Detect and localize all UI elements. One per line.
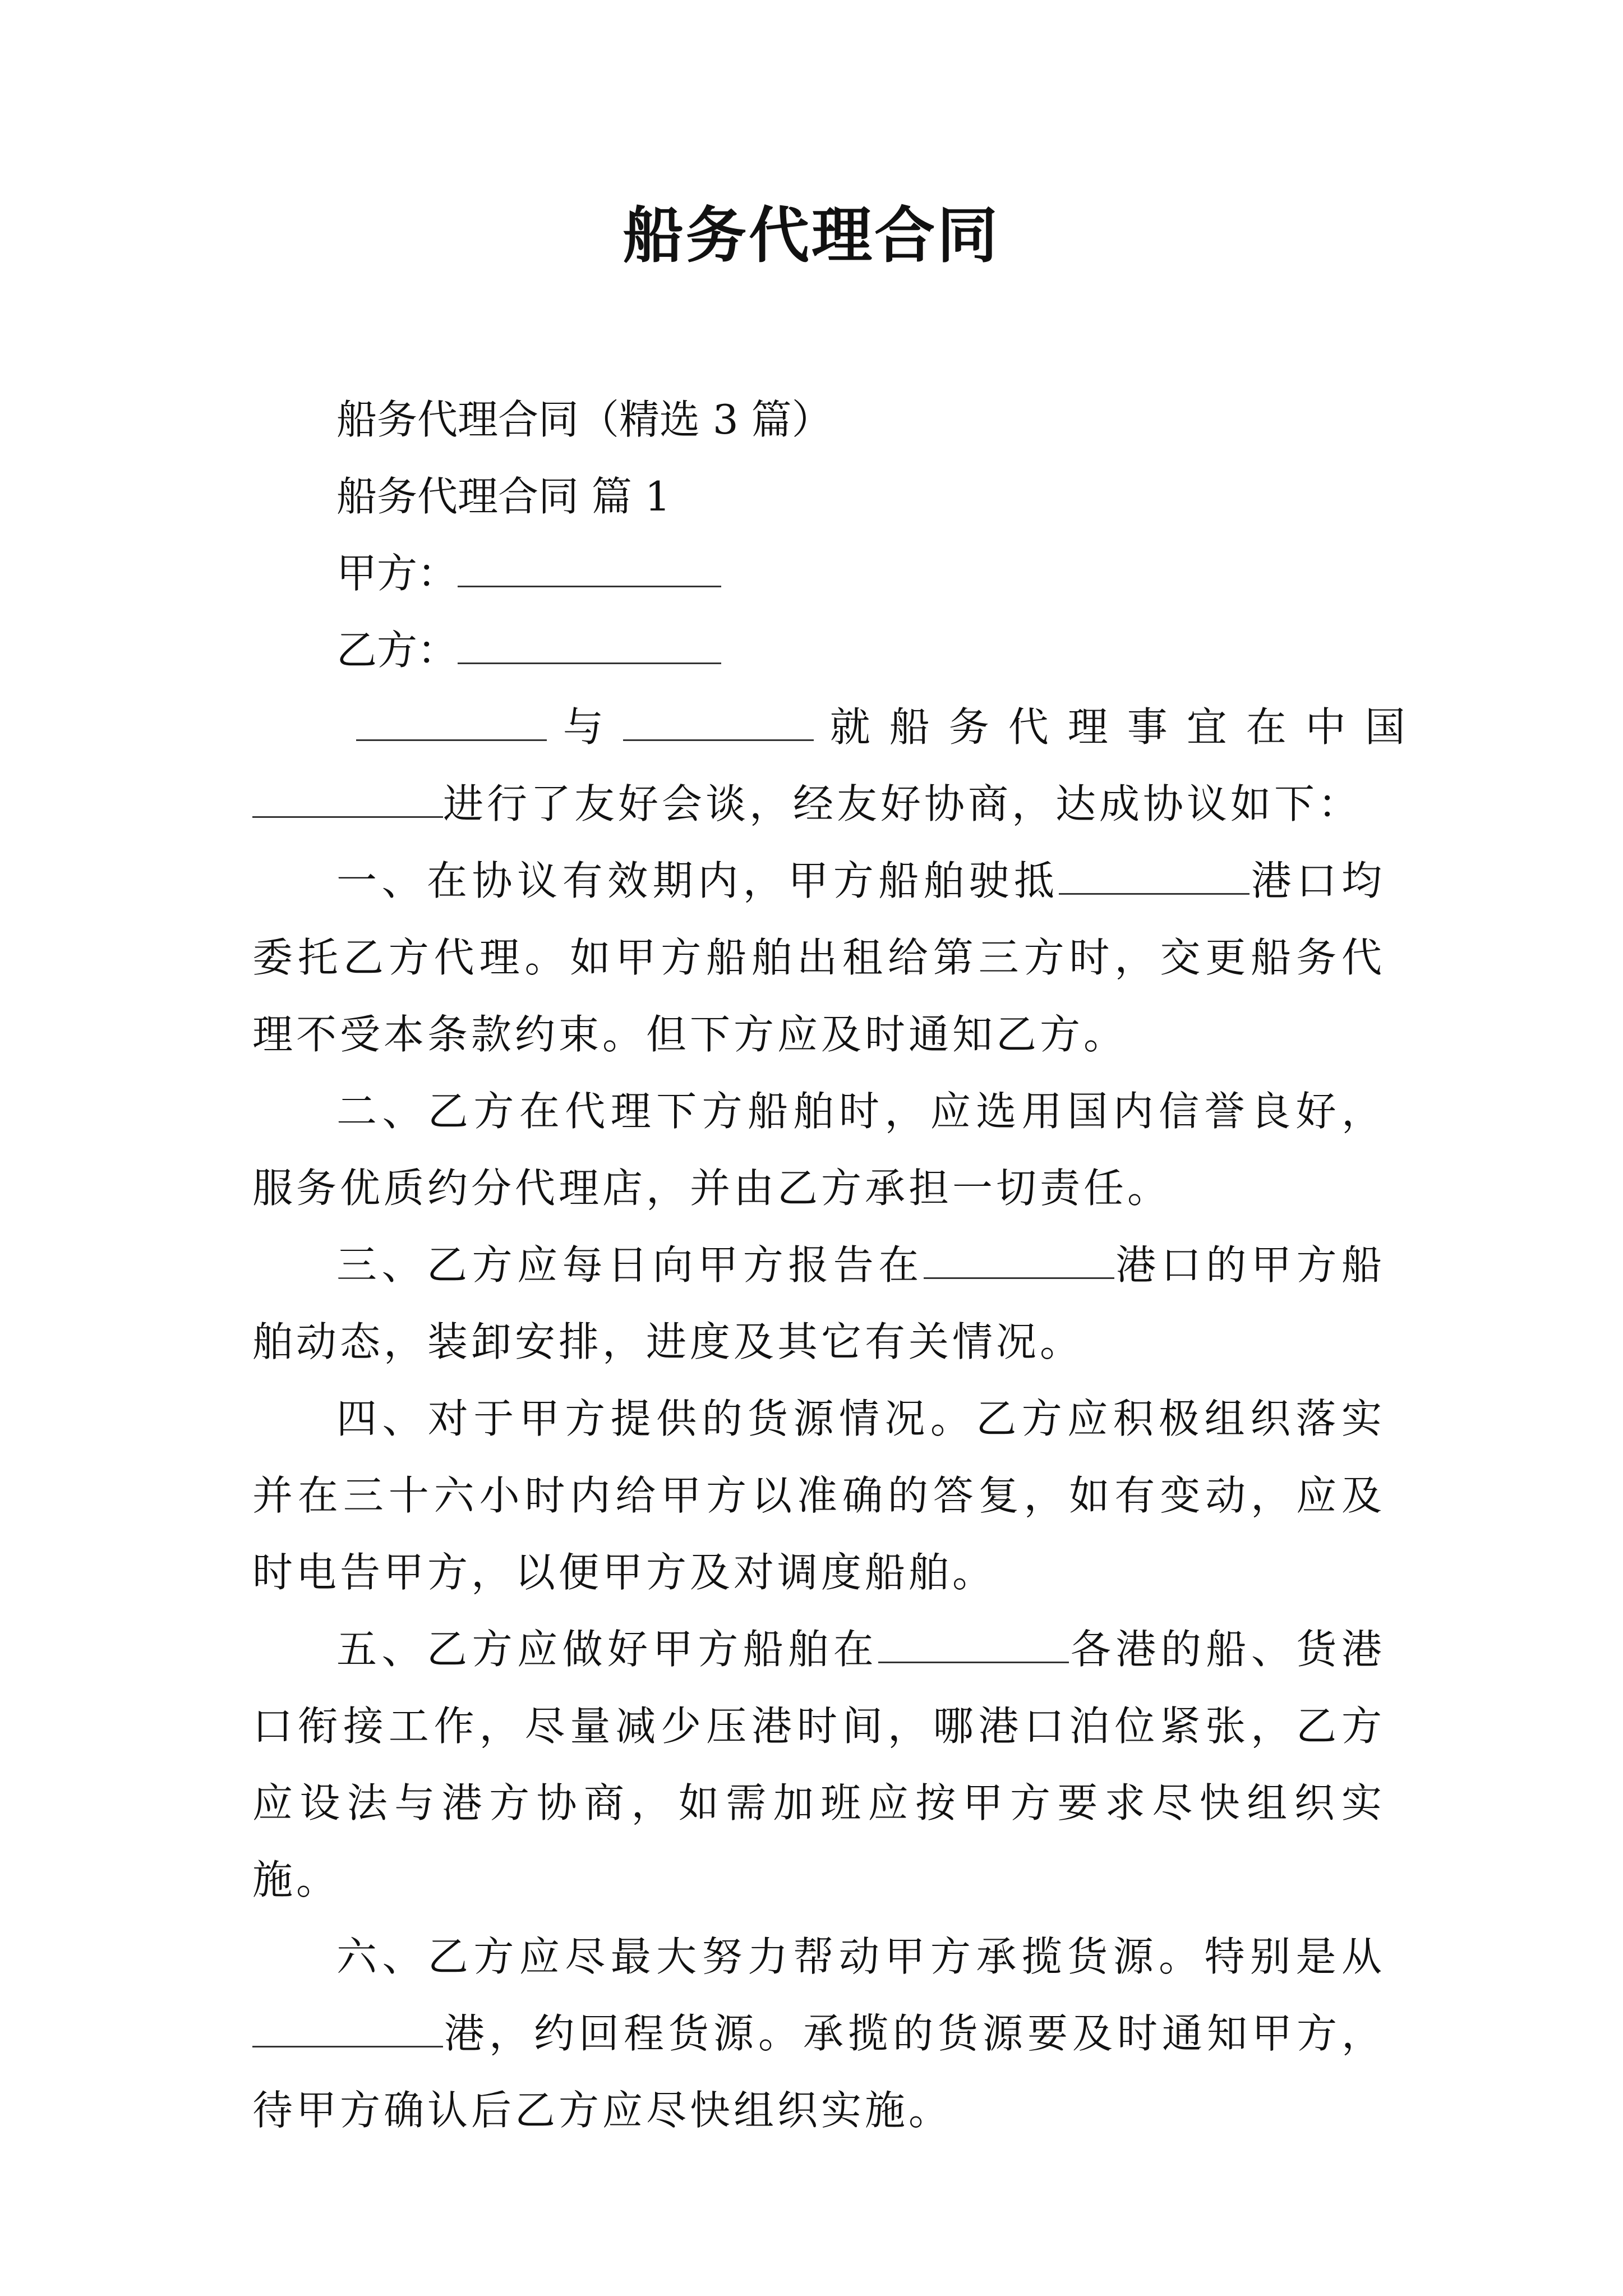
clause-6-before: 六、乙方应尽最大努力帮动甲方承揽货源。特别是从 [336, 1933, 1385, 1980]
party-a-label: 甲方： [336, 550, 458, 597]
party-a-blank [458, 546, 721, 587]
clause-1-after: 港口均委托乙方代理。如甲方船舶出租给第三方时，交更船务代理不受本条款约束。但下方应及时通知乙方。 [252, 857, 1385, 1058]
intro-rest-line2: 进行了友好会谈，经友好协商，达成协议如下： [443, 780, 1362, 827]
clause-5-before: 五、乙方应做好甲方船舶在 [336, 1626, 879, 1673]
document-title: 船务代理合同 [623, 200, 1000, 271]
party-b-line [252, 612, 1385, 689]
intro-rest-line1: 就船务代理事宜在中国 [829, 703, 1424, 751]
clause-1-blank [1059, 854, 1249, 895]
intro-conj: 与 [562, 703, 607, 751]
clause-3 [252, 1227, 1385, 1381]
intro-blank-3 [252, 777, 443, 818]
clause-2: 二、乙方在代理下方船舶时，应选用国内信誉良好，服务优质约分代理店，并由乙方承担一切责任。 [252, 1088, 1385, 1212]
clause-6 [252, 1918, 1385, 2149]
intro-line-1 [252, 689, 1424, 766]
clause-1-before: 一、在协议有效期内，甲方船舶驶抵 [336, 857, 1059, 904]
intro-blank-2 [623, 700, 814, 741]
party-b-blank [458, 623, 721, 664]
section-heading: 船务代理合同 篇 1 [336, 473, 671, 520]
clause-5-blank [878, 1622, 1069, 1663]
intro-blank-1 [356, 700, 547, 741]
document-body [252, 381, 1424, 2149]
document-subtitle: 船务代理合同（精选 3 篇） [336, 396, 832, 443]
party-a-line [252, 535, 1385, 612]
clause-5 [252, 1611, 1385, 1918]
clause-1 [252, 843, 1385, 1073]
clause-6-after: 港，约回程货源。承揽的货源要及时通知甲方，待甲方确认后乙方应尽快组织实施。 [252, 2010, 1385, 2134]
clause-5-after: 各港的船、货港口衔接工作，尽量减少压港时间，哪港口泊位紧张，乙方应设法与港方协商，如需加班应按甲方要求尽快组织实施。 [252, 1626, 1385, 1903]
clause-3-before: 三、乙方应每日向甲方报告在 [336, 1241, 924, 1289]
clause-6-blank [252, 2007, 443, 2047]
clause-3-after: 港口的甲方船舶动态，装卸安排，进度及其它有关情况。 [252, 1241, 1385, 1365]
intro-line-2 [252, 766, 1385, 843]
clause-3-blank [924, 1238, 1114, 1279]
party-b-label: 乙方： [336, 627, 458, 674]
clause-4: 四、对于甲方提供的货源情况。乙方应积极组织落实并在三十六小时内给甲方以准确的答复，如有变动，应及时电告甲方，以便甲方及对调度船舶。 [252, 1395, 1385, 1596]
